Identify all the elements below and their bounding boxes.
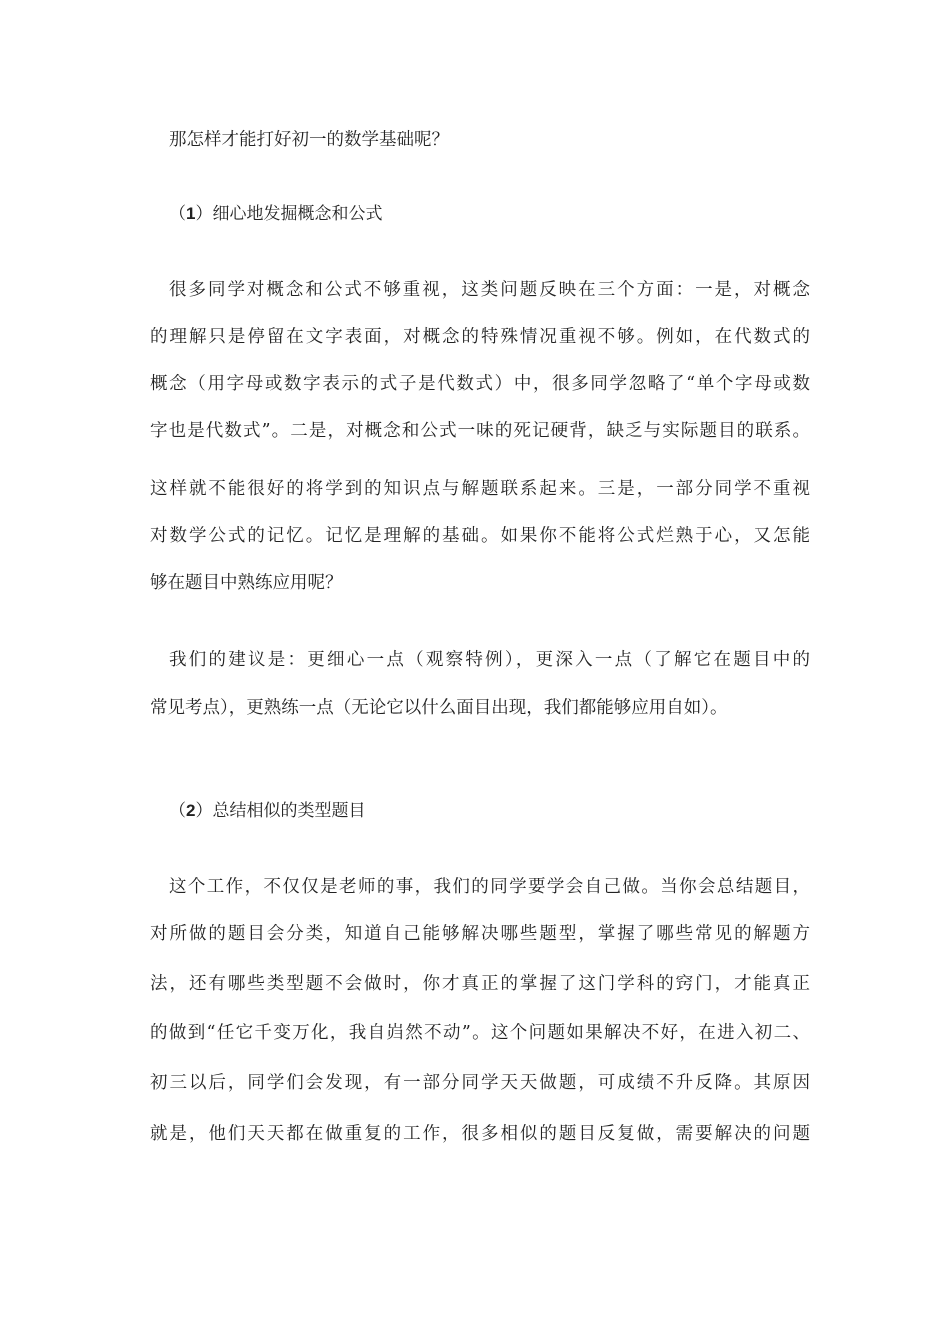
paragraph-line: 常见考点），更熟练一点（无论它以什么面目出现，我们都能够应用自如）。: [150, 698, 728, 718]
section-2-heading-text: ）总结相似的类型题目: [195, 801, 366, 821]
section-1-number: 1: [186, 204, 196, 223]
paragraph-line: 初三以后，同学们会发现，有一部分同学天天做题，可成绩不升反降。其原因: [150, 1073, 810, 1093]
section-2-heading-open: （: [169, 801, 186, 821]
section-1-heading-text: ）细心地发掘概念和公式: [195, 204, 383, 224]
paragraph-line: 的理解只是停留在文字表面，对概念的特殊情况重视不够。例如，在代数式的: [150, 327, 810, 347]
paragraph-line: 对数学公式的记忆。记忆是理解的基础。如果你不能将公式烂熟于心，又怎能: [150, 526, 810, 546]
section-2-heading: [169, 799, 810, 823]
intro-question: 那怎样才能打好初一的数学基础呢？: [169, 130, 449, 150]
paragraph-line: 够在题目中熟练应用呢？: [150, 573, 343, 593]
paragraph-line: 很多同学对概念和公式不够重视，这类问题反映在三个方面：一是，对概念: [169, 280, 810, 300]
paragraph-line: 法，还有哪些类型题不会做时，你才真正的掌握了这门学科的窍门，才能真正: [150, 974, 810, 994]
paragraph-line: 对所做的题目会分类，知道自己能够解决哪些题型，掌握了哪些常见的解题方: [150, 924, 810, 944]
paragraph-line: 我们的建议是：更细心一点（观察特例），更深入一点（了解它在题目中的: [169, 650, 810, 670]
paragraph-line: 字也是代数式”。二是，对概念和公式一味的死记硬背，缺乏与实际题目的联系。: [150, 421, 810, 441]
section-2-number: 2: [186, 801, 196, 820]
paragraph-line: 这样就不能很好的将学到的知识点与解题联系起来。三是，一部分同学不重视: [150, 479, 810, 499]
section-1-heading: [169, 202, 810, 226]
section-1-heading-open: （: [169, 204, 186, 224]
paragraph-line: 这个工作，不仅仅是老师的事，我们的同学要学会自己做。当你会总结题目，: [169, 877, 810, 897]
paragraph-line: 概念（用字母或数字表示的式子是代数式）中，很多同学忽略了“单个字母或数: [150, 374, 810, 394]
paragraph-line: 就是，他们天天都在做重复的工作，很多相似的题目反复做，需要解决的问题: [150, 1124, 810, 1144]
paragraph-line: 的做到“任它千变万化，我自岿然不动”。这个问题如果解决不好，在进入初二、: [150, 1023, 810, 1043]
